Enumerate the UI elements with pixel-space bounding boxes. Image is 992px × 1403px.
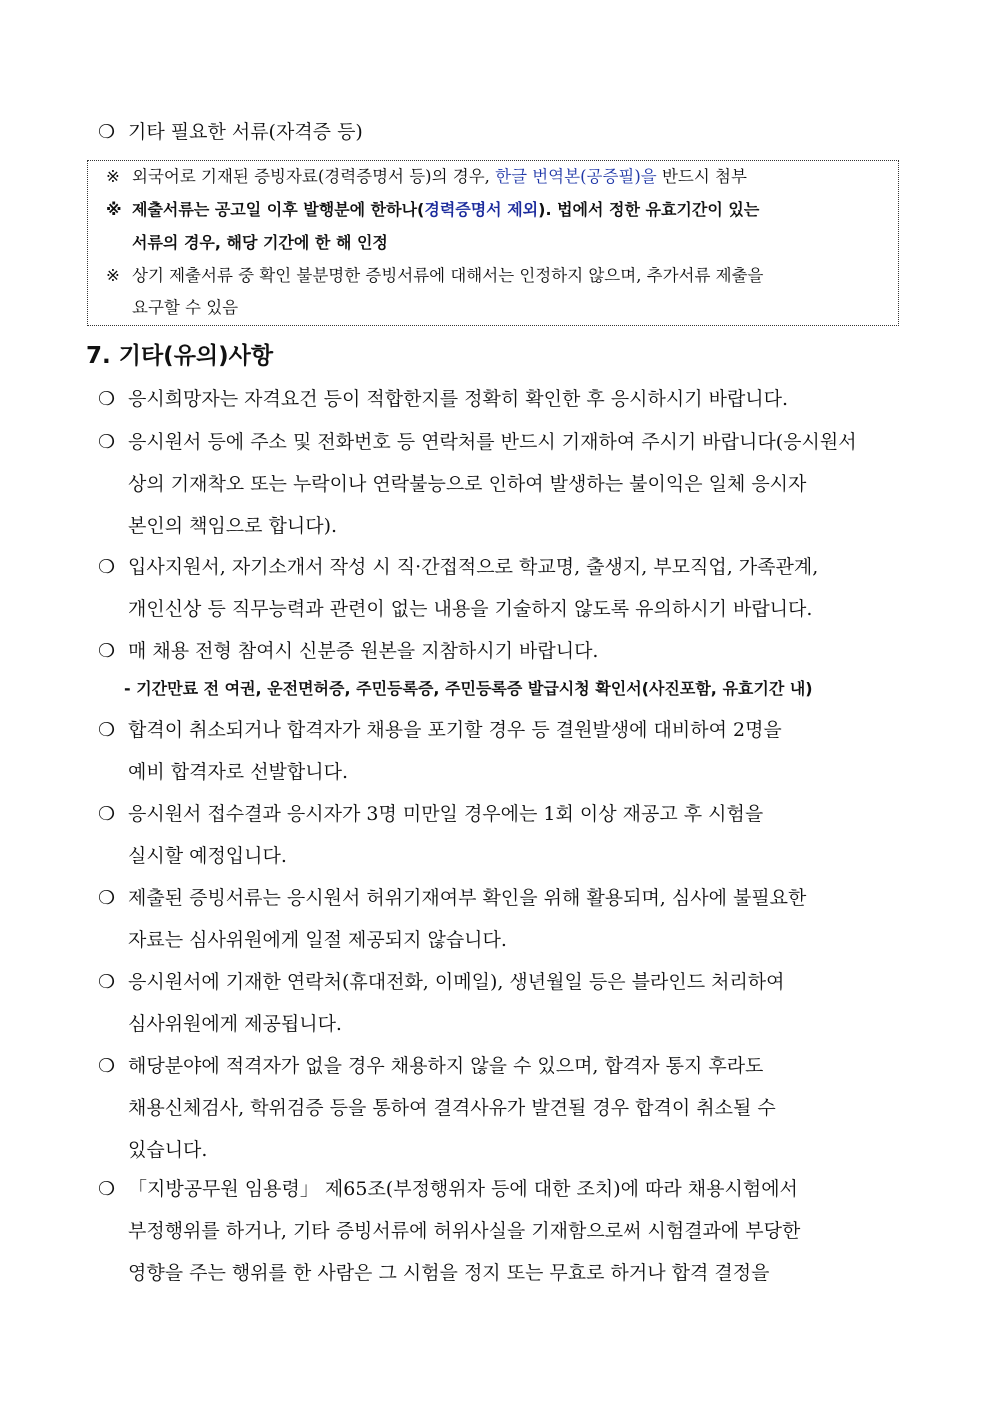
item-text: 응시희망자는 자격요건 등이 적합한지를 정확히 확인한 후 응시하시기 바랍니다. — [128, 388, 789, 410]
item-text: 「지방공무원 임용령」 제65조(부정행위자 등에 대한 조치)에 따라 채용시험에서 — [128, 1178, 798, 1200]
note-unclear-documents-continued: 요구할 수 있음 — [132, 298, 239, 317]
item-text: 입사지원서, 자기소개서 작성 시 직·간접적으로 학교명, 출생지, 부모직업, 가족관계, — [128, 556, 819, 578]
note-text: 반드시 첨부 — [656, 167, 747, 186]
bullet-circle-icon: ❍ — [98, 1178, 116, 1200]
section-title: 7. 기타(유의)사항 — [86, 343, 274, 369]
note-text: 외국어로 기재된 증빙자료(경력증명서 등)의 경우, — [132, 167, 496, 186]
bullet-text: 기타 필요한 서류(자격증 등) — [128, 121, 363, 143]
note-issue-date-continued: 서류의 경우, 해당 기간에 한 해 인정 — [132, 233, 388, 252]
reference-mark-icon: ※ — [106, 200, 122, 219]
item-line: 본인의 책임으로 합니다). — [128, 515, 338, 537]
bullet-circle-icon: ❍ — [98, 388, 116, 410]
bullet-circle-icon: ❍ — [98, 121, 116, 143]
reference-mark-icon: ※ — [106, 167, 120, 186]
item-text: 매 채용 전형 참여시 신분증 원본을 지참하시기 바랍니다. — [128, 640, 599, 662]
notes-box — [87, 160, 899, 326]
note-highlight: 경력증명서 제외 — [424, 200, 539, 219]
item-line — [98, 714, 782, 746]
note-translation — [106, 164, 747, 190]
item-line — [98, 551, 818, 583]
item-line — [98, 1173, 798, 1205]
item-line — [98, 882, 806, 914]
bullet-circle-icon: ❍ — [98, 1055, 116, 1077]
item-line: 실시할 예정입니다. — [128, 845, 287, 867]
item-line: 심사위원에게 제공됩니다. — [128, 1013, 342, 1035]
bullet-circle-icon: ❍ — [98, 887, 116, 909]
item-line: 개인신상 등 직무능력과 관련이 없는 내용을 기술하지 않도록 유의하시기 바랍니다. — [128, 598, 813, 620]
item-text: 응시원서 등에 주소 및 전화번호 등 연락처를 반드시 기재하여 주시기 바랍니다(응시원서 — [128, 431, 857, 453]
bullet-circle-icon: ❍ — [98, 803, 116, 825]
item-line: 예비 합격자로 선발합니다. — [128, 761, 349, 783]
item-text: 응시원서에 기재한 연락처(휴대전화, 이메일), 생년월일 등은 블라인드 처리하여 — [128, 971, 785, 993]
item-line — [98, 635, 598, 667]
note-highlight: 한글 번역본(공증필)을 — [495, 167, 657, 186]
item-line — [98, 798, 763, 830]
item-text: 응시원서 접수결과 응시자가 3명 미만일 경우에는 1회 이상 재공고 후 시험을 — [128, 803, 764, 825]
bullet-circle-icon: ❍ — [98, 971, 116, 993]
bullet-circle-icon: ❍ — [98, 640, 116, 662]
bullet-other-documents — [98, 118, 363, 146]
item-line — [98, 426, 857, 458]
item-line — [98, 383, 788, 415]
id-document-note: - 기간만료 전 여권, 운전면허증, 주민등록증, 주민등록증 발급시청 확인서(사진포함, 유효기간 내) — [124, 679, 813, 698]
item-line: 영향을 주는 행위를 한 사람은 그 시험을 정지 또는 무효로 하거나 합격 결정을 — [128, 1262, 770, 1284]
item-line: 채용신체검사, 학위검증 등을 통하여 결격사유가 발견될 경우 합격이 취소될 수 — [128, 1097, 776, 1119]
item-text: 제출된 증빙서류는 응시원서 허위기재여부 확인을 위해 활용되며, 심사에 불필요한 — [128, 887, 807, 909]
item-line: 자료는 심사위원에게 일절 제공되지 않습니다. — [128, 929, 507, 951]
item-text: 합격이 취소되거나 합격자가 채용을 포기할 경우 등 결원발생에 대비하여 2명을 — [128, 719, 782, 741]
note-issue-date — [106, 197, 759, 223]
note-text: 상기 제출서류 중 확인 불분명한 증빙서류에 대해서는 인정하지 않으며, 추가서류 제출을 — [132, 266, 764, 285]
note-text: 제출서류는 공고일 이후 발행분에 한하나( — [132, 200, 425, 219]
bullet-circle-icon: ❍ — [98, 556, 116, 578]
item-line: 있습니다. — [128, 1139, 208, 1161]
bullet-circle-icon: ❍ — [98, 719, 116, 741]
item-line: 상의 기재착오 또는 누락이나 연락불능으로 인하여 발생하는 불이익은 일체 응시자 — [128, 473, 807, 495]
item-line — [98, 1050, 763, 1082]
item-line — [98, 966, 785, 998]
note-unclear-documents — [106, 263, 764, 289]
reference-mark-icon: ※ — [106, 266, 120, 285]
note-text: ). 법에서 정한 유효기간이 있는 — [538, 200, 760, 219]
bullet-circle-icon: ❍ — [98, 431, 116, 453]
item-line: 부정행위를 하거나, 기타 증빙서류에 허위사실을 기재함으로써 시험결과에 부당한 — [128, 1220, 801, 1242]
item-text: 해당분야에 적격자가 없을 경우 채용하지 않을 수 있으며, 합격자 통지 후라도 — [128, 1055, 764, 1077]
